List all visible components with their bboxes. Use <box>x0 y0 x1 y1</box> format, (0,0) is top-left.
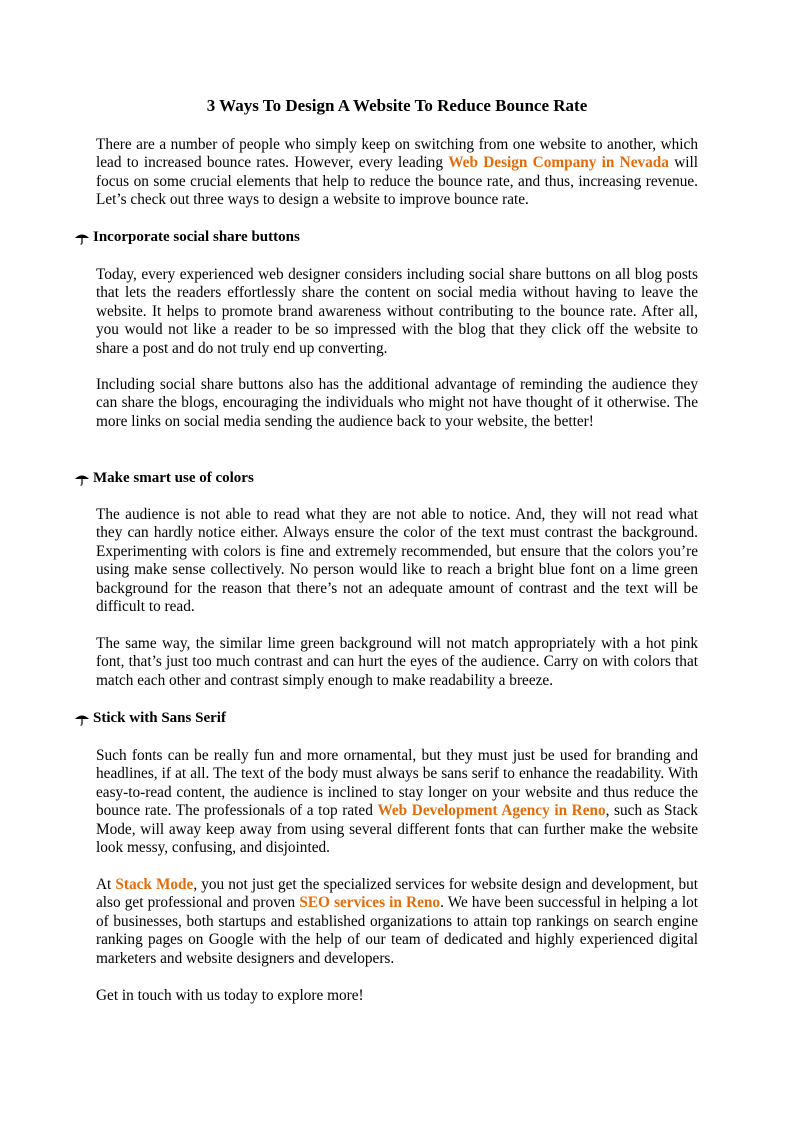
stack-mode-link[interactable]: Stack Mode <box>115 876 194 893</box>
section2-paragraph-2: The same way, the similar lime green background will not match appropriately with a hot pink font, that’s just too much contrast and can hurt the eyes of the audience. Carry on with colors that match each other and contrast simply enough to make readability a breeze. <box>96 635 698 689</box>
umbrella-icon <box>74 229 93 245</box>
closing-paragraph: Get in touch with us today to explore more! <box>96 987 364 1004</box>
section3-p2-text-1: At <box>96 876 116 893</box>
section3-paragraph-2 <box>96 876 698 968</box>
intro-text-1: There are a number of people who simply keep on switching from one website to another, which lead to increased bounce rates. However, every leading <box>96 136 698 172</box>
section3-p1-text-1: Such fonts can be really fun and more ornamental, but they must just be used for branding and headlines, if at all. The text of the body must always be sans serif to enhance the readability. With easy-to-read content, the audience is inclined to stay longer on your website and thus reduce the bounce rate. The professionals of a top rated <box>96 747 698 820</box>
section2-heading <box>74 469 254 487</box>
section2-paragraph-1: The audience is not able to read what they are not able to notice. And, they will not read what they can hardly notice either. Always ensure the color of the text must contrast the background. Experimenting with colors is fine and extremely recommended, but ensure that the colors you’re using make sense collectively. No person would like to reach a bright blue font on a lime green background for the reason that there’s not an adequate amount of contrast and the text will be difficult to read. <box>96 506 698 616</box>
umbrella-icon <box>74 710 93 726</box>
intro-paragraph <box>96 136 698 210</box>
section1-paragraph-1: Today, every experienced web designer considers including social share buttons on all blog posts that lets the readers effortlessly share the content on social media without having to leave the website. It helps to promote brand awareness without contributing to the bounce rate. After all, you would not like a reader to be so impressed with the blog that they click off the website to share a post and do not truly end up converting. <box>96 266 698 357</box>
section1-paragraph-2: Including social share buttons also has the additional advantage of reminding the audience they can share the blogs, encouraging the individuals who might not have thought of it otherwise. The more links on social media sending the audience back to your website, the better! <box>96 376 698 430</box>
web-development-reno-link[interactable]: Web Development Agency in Reno <box>377 802 606 820</box>
intro-text-2: will focus on some crucial elements that help to reduce the bounce rate, and thus, increasing revenue. Let’s check out three ways to design a website to improve bounce rate. <box>96 154 698 209</box>
section3-paragraph-1 <box>96 747 698 857</box>
section3-p2-text-3: . We have been successful in helping a lot of businesses, both startups and established organizations to attain top rankings on search engine ranking pages on Google with the help of our team of dedicated and highly experienced digital marketers and website designers and developers. <box>96 894 699 967</box>
section1-heading <box>74 228 300 246</box>
web-design-nevada-link[interactable]: Web Design Company in Nevada <box>448 154 669 172</box>
section3-p1-text-2: , such as Stack Mode, will away keep away from using several different fonts that can further make the website look messy, confusing, and disjointed. <box>96 802 698 857</box>
umbrella-icon <box>74 470 93 486</box>
seo-services-reno-link[interactable]: SEO services in Reno <box>299 894 441 912</box>
section1-heading-text: Incorporate social share buttons <box>93 229 300 245</box>
section2-heading-text: Make smart use of colors <box>93 470 254 486</box>
section3-heading <box>74 709 226 727</box>
page-title: 3 Ways To Design A Website To Reduce Bounce Rate <box>206 96 588 115</box>
section3-p2-text-2: , you not just get the specialized services for website design and development, but also get professional and proven <box>96 876 698 912</box>
section3-heading-text: Stick with Sans Serif <box>93 710 226 726</box>
